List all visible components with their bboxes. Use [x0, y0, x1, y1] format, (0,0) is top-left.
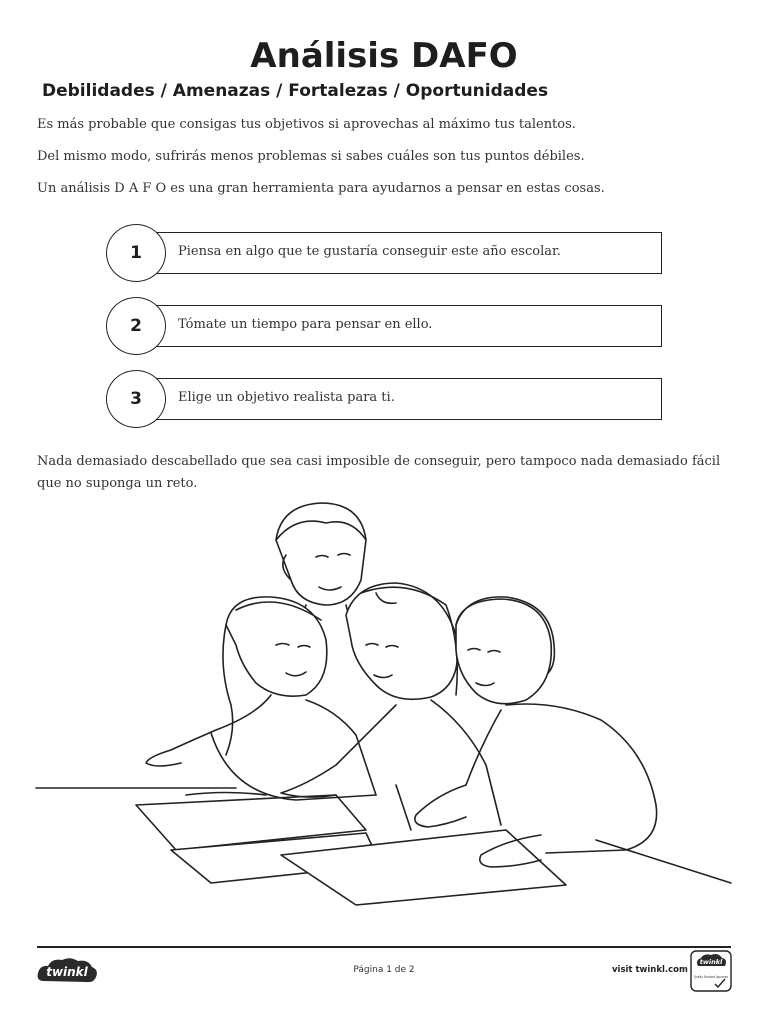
- logo-text: twinkl: [46, 965, 88, 979]
- step-text: Elige un objetivo realista para ti.: [178, 390, 395, 405]
- badge-text: Quality Standard Approved: [694, 975, 728, 979]
- students-illustration: [36, 495, 736, 920]
- step-text: Tómate un tiempo para pensar en ello.: [178, 317, 433, 332]
- step-3: [106, 370, 662, 428]
- step-1: [106, 224, 662, 282]
- footer-divider: [37, 946, 731, 948]
- intro-paragraph-1: Es más probable que consigas tus objetivos si aprovechas al máximo tus talentos.: [37, 117, 576, 132]
- intro-paragraph-3: Un análisis D A F O es una gran herramienta para ayudarnos a pensar en estas cosas.: [37, 181, 605, 196]
- intro-paragraph-2: Del mismo modo, sufrirás menos problemas si sabes cuáles son tus puntos débiles.: [37, 149, 585, 164]
- step-number-circle: 2: [106, 297, 166, 355]
- visit-link[interactable]: visit twinkl.com: [612, 965, 688, 975]
- page-title: Análisis DAFO: [250, 36, 518, 76]
- badge-brand: twinkl: [699, 958, 723, 966]
- step-number-circle: 1: [106, 224, 166, 282]
- step-text: Piensa en algo que te gustaría conseguir este año escolar.: [178, 244, 561, 259]
- step-2: [106, 297, 662, 355]
- quality-standard-badge: [690, 950, 732, 992]
- closing-paragraph: Nada demasiado descabellado que sea casi imposible de conseguir, pero tampoco nada demasiado fácil que no suponga un reto.: [37, 454, 721, 491]
- page-subtitle: Debilidades / Amenazas / Fortalezas / Oportunidades: [42, 81, 549, 101]
- page-number: Página 1 de 2: [353, 965, 415, 975]
- step-number-circle: 3: [106, 370, 166, 428]
